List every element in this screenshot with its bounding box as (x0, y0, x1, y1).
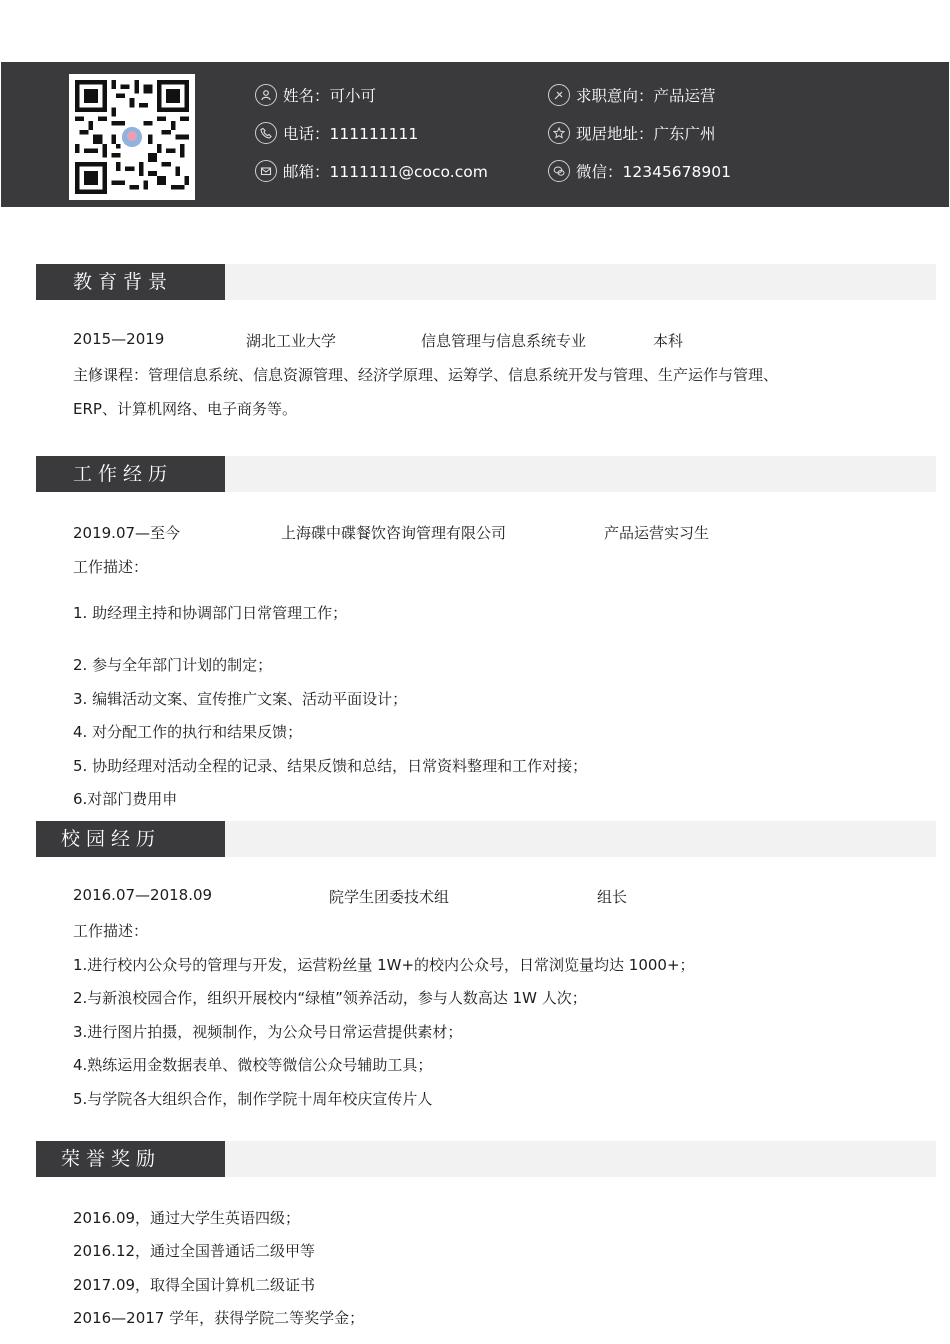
list-item: 3. 编辑活动文案、宣传推广文案、活动平面设计； (73, 690, 408, 708)
qr-code-icon (69, 74, 195, 200)
campus-desc-label: 工作描述： (73, 922, 149, 940)
list-item: 2. 参与全年部门计划的制定； (73, 656, 273, 674)
list-item: 2017.09，取得全国计算机二级证书 (73, 1276, 316, 1294)
section-title: 教育背景 (36, 264, 225, 300)
briefcase-icon (548, 84, 570, 106)
edu-courses-cont: ERP、计算机网络、电子商务等。 (73, 400, 297, 418)
phone-icon (255, 122, 277, 144)
edu-school: 湖北工业大学 (246, 332, 337, 350)
intent-field (548, 84, 716, 106)
list-item: 5.与学院各大组织合作，制作学院十周年校庆宣传片人 (73, 1090, 433, 1108)
list-item: 2016—2017 学年，获得学院二等奖学金； (73, 1309, 365, 1327)
wechat-text: 微信：12345678901 (576, 163, 731, 181)
resume-header (1, 62, 949, 207)
list-item: 1.进行校内公众号的管理与开发，运营粉丝量 1W+的校内公众号，日常浏览量均达 1000+； (73, 956, 695, 974)
list-item: 1. 助经理主持和协调部门日常管理工作； (73, 604, 348, 622)
work-company: 上海碟中碟餐饮咨询管理有限公司 (281, 524, 507, 542)
section-campus (36, 821, 936, 857)
list-item: 5. 协助经理对活动全程的记录、结果反馈和总结，日常资料整理和工作对接； (73, 757, 588, 775)
list-item: 3.进行图片拍摄，视频制作，为公众号日常运营提供素材； (73, 1023, 463, 1041)
list-item: 2.与新浪校园合作，组织开展校内“绿植”领养活动，参与人数高达 1W 人次； (73, 989, 587, 1007)
section-education (36, 264, 936, 300)
address-text: 现居地址：广东广州 (576, 125, 716, 143)
list-item: 4. 对分配工作的执行和结果反馈； (73, 723, 303, 741)
wechat-field (548, 160, 731, 182)
address-field (548, 122, 716, 144)
edu-period: 2015—2019 (73, 330, 165, 348)
intent-text: 求职意向：产品运营 (576, 87, 716, 105)
list-item: 2016.09，通过大学生英语四级； (73, 1209, 301, 1227)
work-role: 产品运营实习生 (604, 524, 710, 542)
section-awards (36, 1141, 936, 1177)
section-title: 荣誉奖励 (36, 1141, 225, 1177)
section-title: 工作经历 (36, 456, 225, 492)
campus-period: 2016.07—2018.09 (73, 886, 213, 904)
name-text: 姓名：可小可 (283, 87, 377, 105)
list-item: 6.对部门费用申 (73, 790, 178, 808)
edu-major: 信息管理与信息系统专业 (421, 332, 587, 350)
edu-degree: 本科 (653, 332, 684, 350)
work-period: 2019.07—至今 (73, 524, 181, 542)
edu-courses: 主修课程：管理信息系统、信息资源管理、经济学原理、运筹学、信息系统开发与管理、生产运作与管理、 (73, 366, 779, 384)
list-item: 2016.12，通过全国普通话二级甲等 (73, 1242, 316, 1260)
location-icon (548, 122, 570, 144)
section-work (36, 456, 936, 492)
phone-text: 电话：111111111 (283, 125, 419, 143)
wechat-icon (548, 160, 570, 182)
mail-icon (255, 160, 277, 182)
name-field (255, 84, 376, 106)
work-desc-label: 工作描述： (73, 558, 149, 576)
phone-field (255, 122, 418, 144)
campus-org: 院学生团委技术组 (329, 888, 450, 906)
email-text: 邮箱：1111111@coco.com (283, 163, 488, 181)
section-title: 校园经历 (36, 821, 225, 857)
campus-role: 组长 (597, 888, 628, 906)
email-field (255, 160, 488, 182)
user-icon (255, 84, 277, 106)
list-item: 4.熟练运用金数据表单、微校等微信公众号辅助工具； (73, 1056, 433, 1074)
